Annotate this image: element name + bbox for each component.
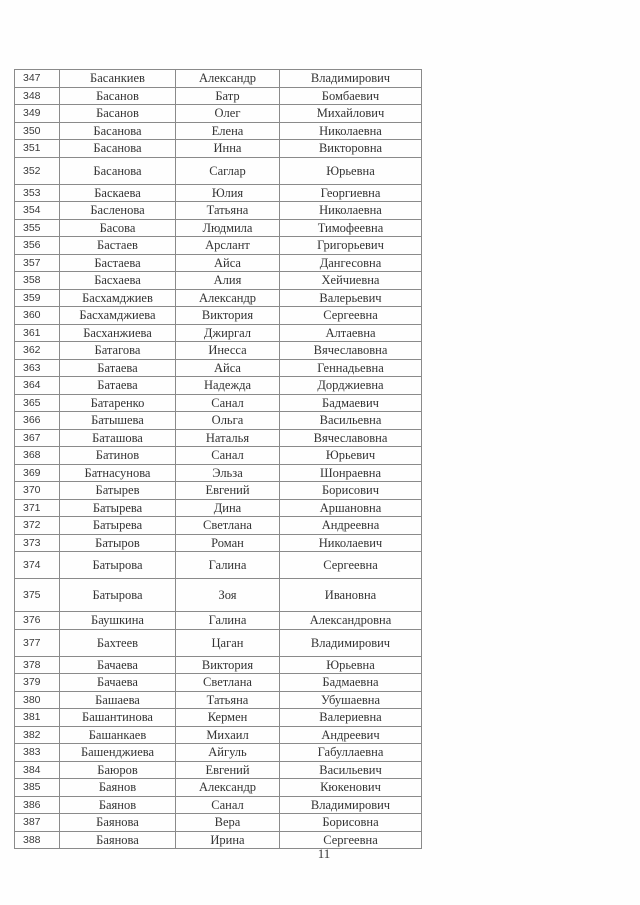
table-row <box>15 629 422 656</box>
row-number: 347 <box>15 70 60 88</box>
row-number: 377 <box>15 629 60 656</box>
table-row <box>15 656 422 674</box>
patronymic-cell: Владимирович <box>280 629 422 656</box>
surname-cell: Баташова <box>60 429 176 447</box>
row-number: 354 <box>15 202 60 220</box>
patronymic-cell: Владимирович <box>280 796 422 814</box>
patronymic-cell: Борисович <box>280 482 422 500</box>
patronymic-cell: Тимофеевна <box>280 219 422 237</box>
patronymic-cell: Николаевна <box>280 202 422 220</box>
table-row <box>15 464 422 482</box>
row-number: 349 <box>15 105 60 123</box>
row-number: 353 <box>15 184 60 202</box>
patronymic-cell: Георгиевна <box>280 184 422 202</box>
patronymic-cell: Николаевна <box>280 122 422 140</box>
surname-cell: Батырова <box>60 552 176 579</box>
table-row <box>15 289 422 307</box>
patronymic-cell: Валерьевич <box>280 289 422 307</box>
table-row <box>15 499 422 517</box>
patronymic-cell: Юрьевич <box>280 447 422 465</box>
table-row <box>15 307 422 325</box>
row-number: 364 <box>15 377 60 395</box>
patronymic-cell: Григорьевич <box>280 237 422 255</box>
table-row <box>15 412 422 430</box>
table-row <box>15 157 422 184</box>
table-row <box>15 359 422 377</box>
surname-cell: Баюров <box>60 761 176 779</box>
surname-cell: Бачаева <box>60 656 176 674</box>
surname-cell: Бахтеев <box>60 629 176 656</box>
table-row <box>15 579 422 612</box>
roster-table <box>14 69 422 849</box>
given-name-cell: Виктория <box>176 656 280 674</box>
given-name-cell: Елена <box>176 122 280 140</box>
patronymic-cell: Бомбаевич <box>280 87 422 105</box>
surname-cell: Басхамджиева <box>60 307 176 325</box>
given-name-cell: Галина <box>176 612 280 630</box>
surname-cell: Баянова <box>60 814 176 832</box>
surname-cell: Башаева <box>60 691 176 709</box>
row-number: 385 <box>15 779 60 797</box>
row-number: 368 <box>15 447 60 465</box>
given-name-cell: Александр <box>176 70 280 88</box>
patronymic-cell: Сергеевна <box>280 552 422 579</box>
given-name-cell: Цаган <box>176 629 280 656</box>
table-row <box>15 202 422 220</box>
given-name-cell: Арслант <box>176 237 280 255</box>
surname-cell: Батаева <box>60 377 176 395</box>
given-name-cell: Батр <box>176 87 280 105</box>
row-number: 360 <box>15 307 60 325</box>
table-row <box>15 534 422 552</box>
given-name-cell: Александр <box>176 289 280 307</box>
surname-cell: Басленова <box>60 202 176 220</box>
row-number: 379 <box>15 674 60 692</box>
patronymic-cell: Михайлович <box>280 105 422 123</box>
table-row <box>15 140 422 158</box>
table-row <box>15 394 422 412</box>
surname-cell: Баянов <box>60 796 176 814</box>
given-name-cell: Михаил <box>176 726 280 744</box>
row-number: 356 <box>15 237 60 255</box>
patronymic-cell: Андреевна <box>280 517 422 535</box>
surname-cell: Басанкиев <box>60 70 176 88</box>
surname-cell: Басхаева <box>60 272 176 290</box>
table-row <box>15 726 422 744</box>
table-row <box>15 691 422 709</box>
patronymic-cell: Бадмаевна <box>280 674 422 692</box>
given-name-cell: Ольга <box>176 412 280 430</box>
page-number <box>0 846 640 862</box>
surname-cell: Басханжиева <box>60 324 176 342</box>
table-row <box>15 219 422 237</box>
patronymic-cell: Сергеевна <box>280 307 422 325</box>
page-number-text: 11 <box>317 846 331 861</box>
row-number: 383 <box>15 744 60 762</box>
surname-cell: Баянов <box>60 779 176 797</box>
given-name-cell: Евгений <box>176 761 280 779</box>
given-name-cell: Людмила <box>176 219 280 237</box>
table-row <box>15 814 422 832</box>
patronymic-cell: Николаевич <box>280 534 422 552</box>
row-number: 348 <box>15 87 60 105</box>
patronymic-cell: Борисовна <box>280 814 422 832</box>
table-row <box>15 674 422 692</box>
surname-cell: Батагова <box>60 342 176 360</box>
row-number: 388 <box>15 831 60 849</box>
patronymic-cell: Бадмаевич <box>280 394 422 412</box>
given-name-cell: Айса <box>176 254 280 272</box>
surname-cell: Баскаева <box>60 184 176 202</box>
given-name-cell: Юлия <box>176 184 280 202</box>
row-number: 352 <box>15 157 60 184</box>
surname-cell: Бастаев <box>60 237 176 255</box>
patronymic-cell: Вячеславовна <box>280 429 422 447</box>
table-row <box>15 342 422 360</box>
table-row <box>15 429 422 447</box>
table-row <box>15 105 422 123</box>
row-number: 366 <box>15 412 60 430</box>
surname-cell: Башанкаев <box>60 726 176 744</box>
surname-cell: Батырева <box>60 499 176 517</box>
table-row <box>15 324 422 342</box>
row-number: 357 <box>15 254 60 272</box>
given-name-cell: Зоя <box>176 579 280 612</box>
table-row <box>15 482 422 500</box>
patronymic-cell: Кюкенович <box>280 779 422 797</box>
given-name-cell: Надежда <box>176 377 280 395</box>
table-row <box>15 237 422 255</box>
patronymic-cell: Дангесовна <box>280 254 422 272</box>
surname-cell: Башантинова <box>60 709 176 727</box>
row-number: 351 <box>15 140 60 158</box>
given-name-cell: Наталья <box>176 429 280 447</box>
table-row <box>15 272 422 290</box>
surname-cell: Батышева <box>60 412 176 430</box>
given-name-cell: Александр <box>176 779 280 797</box>
given-name-cell: Ирина <box>176 831 280 849</box>
row-number: 362 <box>15 342 60 360</box>
table-row <box>15 87 422 105</box>
patronymic-cell: Владимирович <box>280 70 422 88</box>
given-name-cell: Светлана <box>176 517 280 535</box>
surname-cell: Батинов <box>60 447 176 465</box>
given-name-cell: Санал <box>176 796 280 814</box>
surname-cell: Басанов <box>60 87 176 105</box>
patronymic-cell: Васильевна <box>280 412 422 430</box>
surname-cell: Баянова <box>60 831 176 849</box>
row-number: 355 <box>15 219 60 237</box>
patronymic-cell: Хейчиевна <box>280 272 422 290</box>
row-number: 376 <box>15 612 60 630</box>
row-number: 359 <box>15 289 60 307</box>
patronymic-cell: Дорджиевна <box>280 377 422 395</box>
given-name-cell: Санал <box>176 447 280 465</box>
row-number: 367 <box>15 429 60 447</box>
surname-cell: Басанова <box>60 157 176 184</box>
table-row <box>15 744 422 762</box>
surname-cell: Батыров <box>60 534 176 552</box>
table-row <box>15 709 422 727</box>
surname-cell: Батаева <box>60 359 176 377</box>
table-row <box>15 254 422 272</box>
given-name-cell: Айса <box>176 359 280 377</box>
surname-cell: Баушкина <box>60 612 176 630</box>
patronymic-cell: Алтаевна <box>280 324 422 342</box>
patronymic-cell: Юрьевна <box>280 157 422 184</box>
surname-cell: Башенджиева <box>60 744 176 762</box>
row-number: 365 <box>15 394 60 412</box>
surname-cell: Басанов <box>60 105 176 123</box>
patronymic-cell: Ивановна <box>280 579 422 612</box>
given-name-cell: Алия <box>176 272 280 290</box>
given-name-cell: Джиргал <box>176 324 280 342</box>
patronymic-cell: Валериевна <box>280 709 422 727</box>
row-number: 373 <box>15 534 60 552</box>
patronymic-cell: Габуллаевна <box>280 744 422 762</box>
given-name-cell: Кермен <box>176 709 280 727</box>
row-number: 369 <box>15 464 60 482</box>
table-row <box>15 517 422 535</box>
given-name-cell: Евгений <box>176 482 280 500</box>
given-name-cell: Саглар <box>176 157 280 184</box>
table-row <box>15 447 422 465</box>
surname-cell: Батырев <box>60 482 176 500</box>
given-name-cell: Санал <box>176 394 280 412</box>
given-name-cell: Эльза <box>176 464 280 482</box>
given-name-cell: Инесса <box>176 342 280 360</box>
row-number: 380 <box>15 691 60 709</box>
patronymic-cell: Вячеславовна <box>280 342 422 360</box>
surname-cell: Басанова <box>60 122 176 140</box>
table-row <box>15 761 422 779</box>
table-row <box>15 796 422 814</box>
row-number: 370 <box>15 482 60 500</box>
surname-cell: Батаренко <box>60 394 176 412</box>
row-number: 382 <box>15 726 60 744</box>
patronymic-cell: Андреевич <box>280 726 422 744</box>
patronymic-cell: Васильевич <box>280 761 422 779</box>
row-number: 374 <box>15 552 60 579</box>
surname-cell: Бачаева <box>60 674 176 692</box>
row-number: 375 <box>15 579 60 612</box>
table-row <box>15 377 422 395</box>
surname-cell: Батнасунова <box>60 464 176 482</box>
given-name-cell: Роман <box>176 534 280 552</box>
surname-cell: Бастаева <box>60 254 176 272</box>
given-name-cell: Вера <box>176 814 280 832</box>
row-number: 384 <box>15 761 60 779</box>
row-number: 387 <box>15 814 60 832</box>
given-name-cell: Татьяна <box>176 202 280 220</box>
table-row <box>15 779 422 797</box>
patronymic-cell: Убушаевна <box>280 691 422 709</box>
row-number: 386 <box>15 796 60 814</box>
row-number: 378 <box>15 656 60 674</box>
patronymic-cell: Юрьевна <box>280 656 422 674</box>
given-name-cell: Татьяна <box>176 691 280 709</box>
given-name-cell: Олег <box>176 105 280 123</box>
given-name-cell: Айгуль <box>176 744 280 762</box>
table-row <box>15 184 422 202</box>
surname-cell: Басова <box>60 219 176 237</box>
surname-cell: Батырова <box>60 579 176 612</box>
patronymic-cell: Аршановна <box>280 499 422 517</box>
surname-cell: Батырева <box>60 517 176 535</box>
patronymic-cell: Геннадьевна <box>280 359 422 377</box>
patronymic-cell: Шонраевна <box>280 464 422 482</box>
row-number: 350 <box>15 122 60 140</box>
table-row <box>15 552 422 579</box>
table-row <box>15 122 422 140</box>
roster-body <box>15 70 422 849</box>
given-name-cell: Светлана <box>176 674 280 692</box>
patronymic-cell: Викторовна <box>280 140 422 158</box>
surname-cell: Басхамджиев <box>60 289 176 307</box>
row-number: 361 <box>15 324 60 342</box>
row-number: 381 <box>15 709 60 727</box>
given-name-cell: Галина <box>176 552 280 579</box>
given-name-cell: Инна <box>176 140 280 158</box>
row-number: 363 <box>15 359 60 377</box>
given-name-cell: Виктория <box>176 307 280 325</box>
surname-cell: Басанова <box>60 140 176 158</box>
row-number: 372 <box>15 517 60 535</box>
patronymic-cell: Сергеевна <box>280 831 422 849</box>
given-name-cell: Дина <box>176 499 280 517</box>
row-number: 358 <box>15 272 60 290</box>
patronymic-cell: Александровна <box>280 612 422 630</box>
table-row <box>15 612 422 630</box>
table-row <box>15 70 422 88</box>
row-number: 371 <box>15 499 60 517</box>
